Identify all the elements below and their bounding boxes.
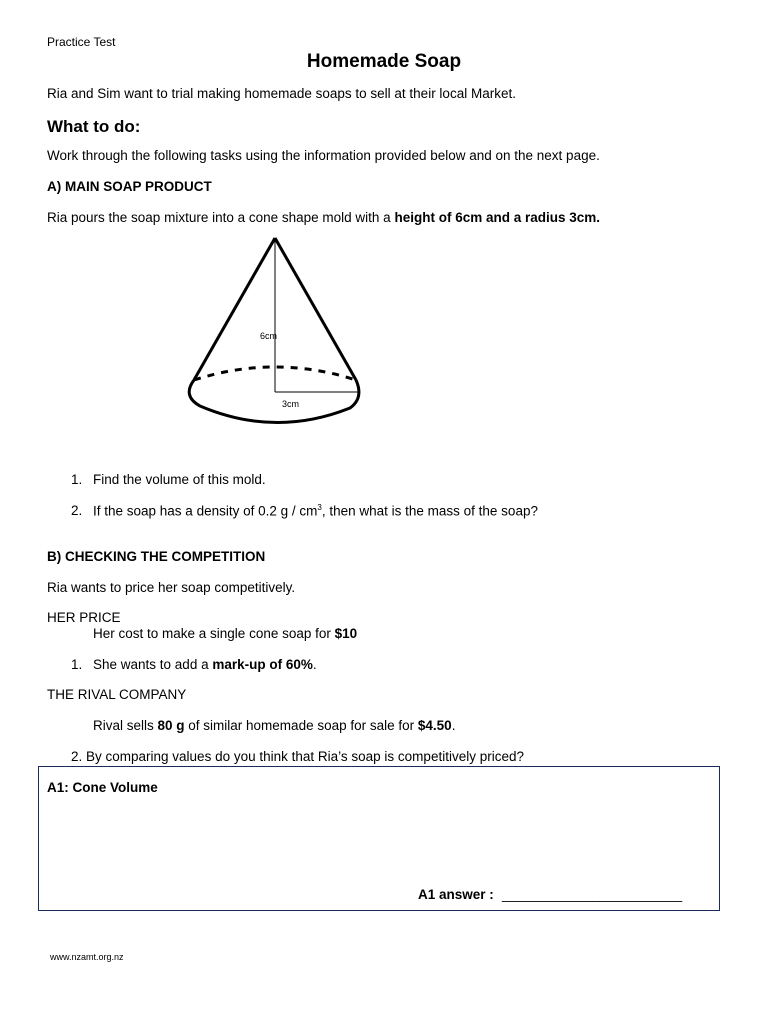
height-label: 6cm [260,331,278,341]
intro-text: Ria and Sim want to trial making homemade soaps to sell at their local Market. [47,86,516,101]
section-a-intro-text: Ria pours the soap mixture into a cone shape mold with a [47,210,395,225]
what-to-do-heading: What to do: [47,117,141,136]
answer-line[interactable]: ________________________ [502,887,683,902]
rival-weight: 80 g [157,718,185,733]
question-a2-text: If the soap has a density of 0.2 g / cm [93,503,318,519]
question-b1-pre: She wants to add a [93,657,213,672]
question-a2-text-end: , then what is the mass of the soap? [321,503,538,519]
cone-left-side [194,238,278,380]
her-cost-value: $10 [334,626,358,641]
page-title: Homemade Soap [306,51,462,72]
question-b2: 2. By comparing values do you think that Ria’s soap is competitively priced? [71,749,524,764]
what-to-do-text: Work through the following tasks using the information provided below and on the next page. [47,148,600,163]
question-a1-number: 1. [71,472,83,487]
question-a1: Find the volume of this mold. [93,472,266,487]
answer-box-heading: A1: Cone Volume [47,780,158,795]
section-b-heading: B) CHECKING THE COMPETITION [47,549,266,564]
footer-url: www.nzamt.org.nz [50,952,124,962]
rival-text-mid: of similar homemade soap for sale for [184,718,418,733]
cone-base-front [189,380,359,423]
her-cost-text [93,626,357,641]
question-a2 [93,503,538,519]
question-a2-number: 2. [71,503,83,518]
radius-label: 3cm [282,399,300,409]
question-b1 [93,657,317,672]
section-a-intro-bold: height of 6cm and a radius 3cm. [394,210,601,225]
rival-price: $4.50 [417,718,452,733]
practice-test-label: Practice Test [47,35,116,49]
cone-diagram [180,228,375,428]
rival-text-post: . [451,718,456,733]
rival-text-pre: Rival sells [93,718,158,733]
section-b-intro: Ria wants to price her soap competitively. [47,580,296,595]
section-a-intro [47,210,600,225]
rival-text [93,718,455,733]
cubed-superscript: 3 [317,503,322,512]
rival-company-label: THE RIVAL COMPANY [47,687,187,702]
her-cost-pre: Her cost to make a single cone soap for [93,626,335,641]
question-b1-post: . [312,657,317,672]
answer-box [38,766,720,911]
question-b1-number: 1. [71,657,83,672]
her-price-label: HER PRICE [47,610,121,625]
section-a-heading: A) MAIN SOAP PRODUCT [47,179,212,194]
cone-right-side [275,238,356,380]
question-b1-markup: mark-up of 60% [212,657,313,672]
answer-label: A1 answer : [418,887,494,902]
